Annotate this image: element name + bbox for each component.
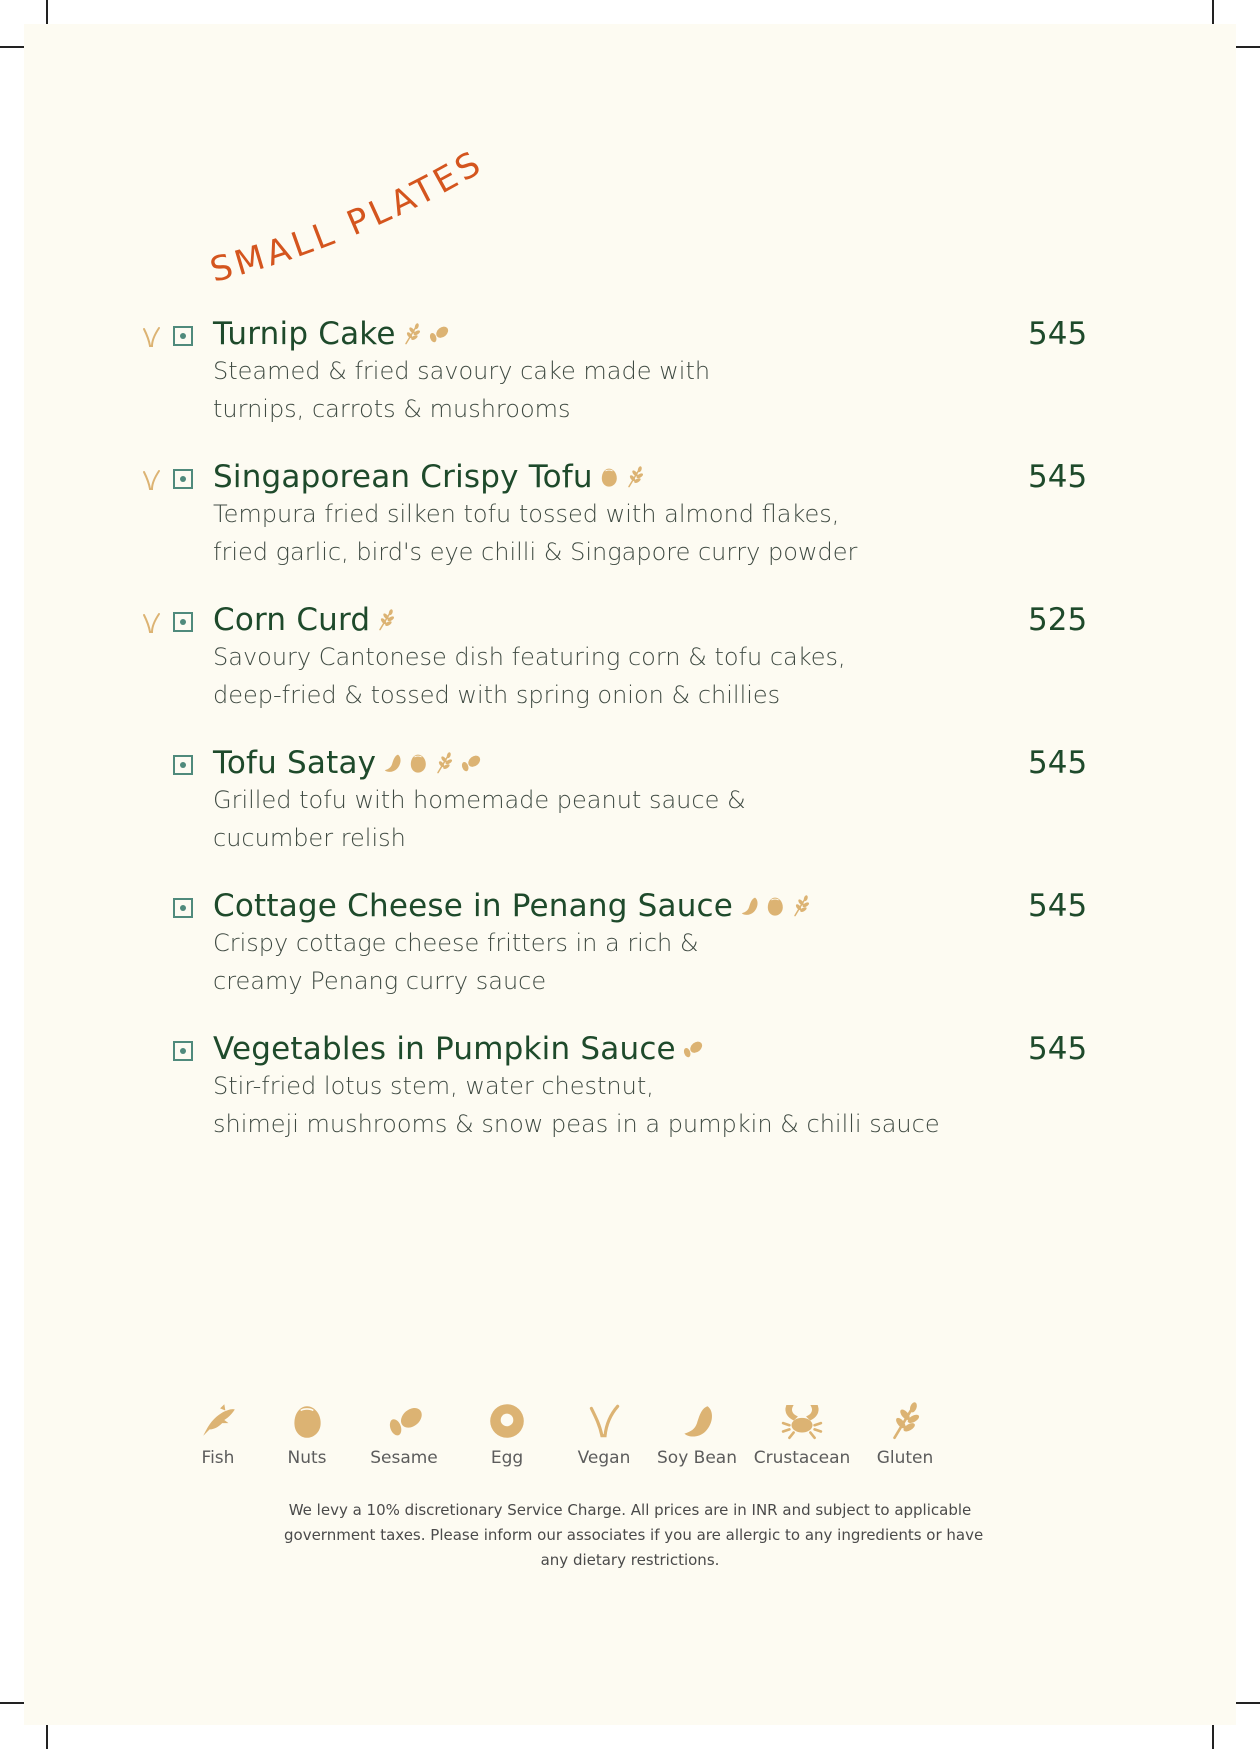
item-description-line: Tempura fried silken tofu tossed with almond flakes,	[213, 500, 840, 528]
legend-label: Egg	[490, 1448, 524, 1468]
menu-item	[24, 314, 1236, 454]
sesame-icon	[426, 322, 450, 346]
footnote-line: government taxes. Please inform our associates if you are allergic to any ingredients or have	[284, 1526, 984, 1544]
legend-label: Soy Bean	[657, 1448, 737, 1468]
item-price: 525	[1028, 602, 1088, 638]
item-description-line: Stir-fried lotus stem, water chestnut,	[213, 1072, 654, 1100]
item-description	[213, 924, 973, 1000]
item-name: Cottage Cheese in Penang Sauce	[213, 888, 734, 924]
legend-label: Nuts	[287, 1448, 327, 1468]
gluten-icon	[374, 608, 398, 632]
item-description-line: Crispy cottage cheese fritters in a rich &	[213, 929, 699, 957]
item-description	[213, 352, 973, 428]
crustacean-icon	[781, 1400, 823, 1442]
legend-item-nuts	[252, 1400, 362, 1468]
vegetarian-mark-icon	[173, 612, 193, 632]
nuts-icon	[286, 1400, 328, 1442]
vegetarian-mark-icon	[173, 755, 193, 775]
item-price: 545	[1028, 745, 1088, 781]
crop-mark	[1236, 46, 1260, 48]
item-description-line: Grilled tofu with homemade peanut sauce &	[213, 786, 746, 814]
fish-icon	[197, 1400, 239, 1442]
sesame-icon	[680, 1037, 704, 1061]
gluten-icon	[884, 1400, 926, 1442]
item-name: Turnip Cake	[213, 316, 396, 352]
item-name-row	[213, 457, 647, 497]
item-price: 545	[1028, 459, 1088, 495]
menu-item	[24, 886, 1236, 1026]
item-name-row	[213, 600, 398, 640]
vegan-icon	[583, 1400, 625, 1442]
legend-item-sesame	[349, 1400, 459, 1468]
item-name: Tofu Satay	[213, 745, 377, 781]
item-name: Vegetables in Pumpkin Sauce	[213, 1031, 676, 1067]
gluten-icon	[400, 322, 424, 346]
legend-item-crustacean	[747, 1400, 857, 1468]
item-allergens	[398, 322, 450, 346]
legend-item-egg	[452, 1400, 562, 1468]
legend-label: Gluten	[876, 1448, 934, 1468]
item-description-line: shimeji mushrooms & snow peas in a pumpkin & chilli sauce	[213, 1110, 940, 1138]
item-allergens	[372, 608, 398, 632]
gluten-icon	[789, 894, 813, 918]
item-name-row	[213, 743, 482, 783]
crop-mark	[1236, 1702, 1260, 1704]
crop-mark	[1212, 1725, 1214, 1749]
item-price: 545	[1028, 316, 1088, 352]
item-description	[213, 1067, 973, 1143]
item-name: Singaporean Crispy Tofu	[213, 459, 593, 495]
item-description	[213, 638, 973, 714]
item-price: 545	[1028, 1031, 1088, 1067]
item-description-line: Steamed & fried savoury cake made with	[213, 357, 711, 385]
legend-item-soy-bean	[642, 1400, 752, 1468]
item-name-row	[213, 314, 450, 354]
item-allergens	[378, 751, 482, 775]
item-name-row	[213, 1029, 704, 1069]
crop-mark	[46, 1725, 48, 1749]
sesame-icon	[383, 1400, 425, 1442]
item-name-row	[213, 886, 813, 926]
menu-page	[24, 24, 1236, 1725]
menu-item	[24, 457, 1236, 597]
gluten-icon	[432, 751, 456, 775]
item-description	[213, 495, 973, 571]
footnote	[284, 1498, 984, 1573]
item-description	[213, 781, 973, 857]
legend-label: Fish	[201, 1448, 235, 1468]
legend-label: Vegan	[577, 1448, 631, 1468]
section-title	[24, 24, 544, 304]
menu-item	[24, 743, 1236, 883]
vegan-icon	[142, 469, 162, 491]
nuts-icon	[406, 751, 430, 775]
item-allergens	[735, 894, 813, 918]
soy-bean-icon	[737, 894, 761, 918]
allergen-legend	[24, 1400, 1236, 1490]
vegetarian-mark-icon	[173, 326, 193, 346]
item-description-line: fried garlic, bird's eye chilli & Singapore curry powder	[213, 538, 858, 566]
menu-item	[24, 1029, 1236, 1169]
nuts-icon	[763, 894, 787, 918]
nuts-icon	[597, 465, 621, 489]
item-description-line: Savoury Cantonese dish featuring corn & tofu cakes,	[213, 643, 846, 671]
legend-item-gluten	[850, 1400, 960, 1468]
crop-mark	[0, 46, 24, 48]
egg-icon	[486, 1400, 528, 1442]
vegetarian-mark-icon	[173, 469, 193, 489]
soy-bean-icon	[676, 1400, 718, 1442]
item-description-line: creamy Penang curry sauce	[213, 967, 547, 995]
legend-label: Crustacean	[753, 1448, 851, 1468]
item-allergens	[678, 1037, 704, 1061]
gluten-icon	[623, 465, 647, 489]
crop-mark	[0, 1702, 24, 1704]
item-price: 545	[1028, 888, 1088, 924]
soy-bean-icon	[380, 751, 404, 775]
footnote-line: any dietary restrictions.	[540, 1551, 720, 1569]
crop-mark	[46, 0, 48, 24]
vegetarian-mark-icon	[173, 898, 193, 918]
legend-label: Sesame	[370, 1448, 438, 1468]
vegan-icon	[142, 326, 162, 348]
item-name: Corn Curd	[213, 602, 371, 638]
item-allergens	[595, 465, 647, 489]
footnote-line: We levy a 10% discretionary Service Charge. All prices are in INR and subject to applicable	[288, 1501, 972, 1519]
crop-mark	[1212, 0, 1214, 24]
sesame-icon	[458, 751, 482, 775]
item-description-line: cucumber relish	[213, 824, 406, 852]
menu-item	[24, 600, 1236, 740]
vegetarian-mark-icon	[173, 1041, 193, 1061]
vegan-icon	[142, 612, 162, 634]
item-description-line: deep-fried & tossed with spring onion & chillies	[213, 681, 781, 709]
item-description-line: turnips, carrots & mushrooms	[213, 395, 571, 423]
section-title-text: SMALL PLATES	[206, 142, 491, 291]
